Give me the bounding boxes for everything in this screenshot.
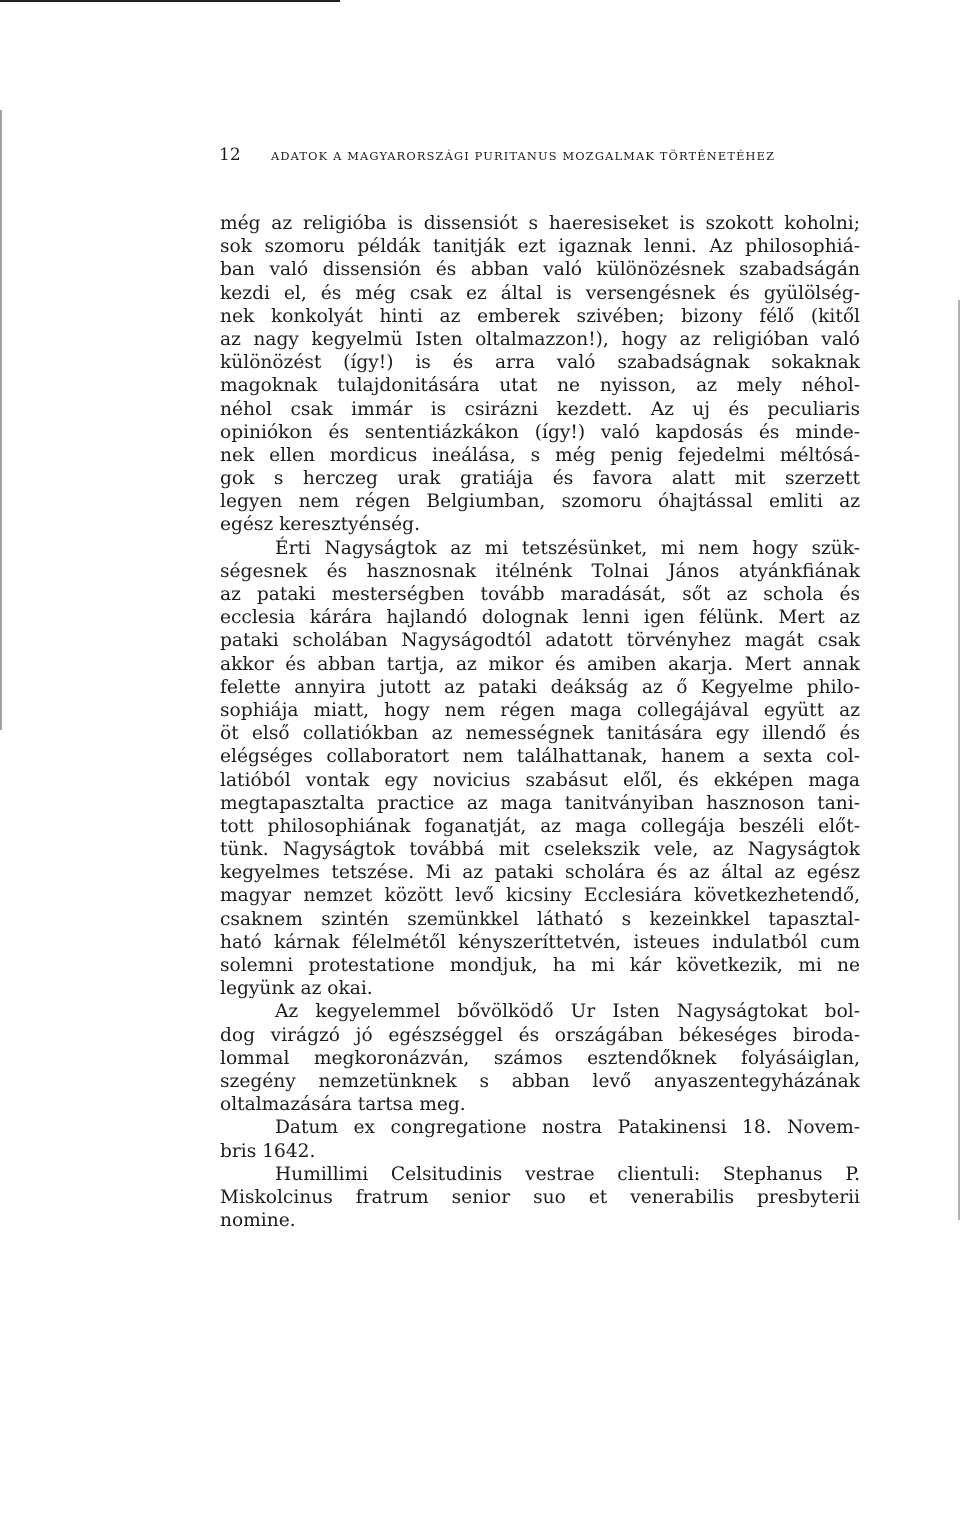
text-line: Datum ex congregatione nostra Patakinensi 18. Novem-	[275, 1117, 860, 1139]
text-line: kegyelmes tetszése. Mi az pataki scholára és az által az egész	[220, 862, 860, 884]
text-line: Az kegyelemmel bővölködő Ur Isten Nagyságtokat bol-	[275, 1001, 860, 1023]
text-line: néhol csak immár is csirázni kezdett. Az uj és peculiaris	[220, 398, 860, 420]
paragraph	[220, 1116, 860, 1162]
top-rule	[0, 0, 340, 2]
text-line: bris 1642.	[220, 1140, 316, 1162]
page-header	[219, 147, 859, 169]
text-line: ségesnek és hasznosnak itélnénk Tolnai János atyánkfiának	[220, 560, 860, 582]
text-line: magoknak tulajdonitására utat ne nyisson, az mely néhol-	[220, 375, 860, 397]
running-title: ADATOK A MAGYARORSZÁGI PURITANUS MOZGALMAK TÖRTÉNETÉHEZ	[271, 149, 776, 163]
body-text	[220, 212, 860, 1232]
text-line: legyünk az okai.	[220, 978, 373, 1000]
text-line: nek ellen mordicus ineálása, s még penig fejedelmi méltósá-	[220, 444, 860, 466]
text-line: sok szomoru példák tanitják ezt igaznak lenni. Az philosophiá-	[220, 236, 860, 258]
text-line: pataki scholában Nagyságodtól adatott törvényhez magát csak	[220, 630, 860, 652]
text-line: egész keresztyénség.	[220, 514, 420, 536]
text-line: magyar nemzet között levő kicsiny Ecclesiára következhetendő,	[220, 885, 860, 907]
text-line: solemni protestatione mondjuk, ha mi kár következik, mi ne	[220, 955, 860, 976]
text-line: latióból vontak egy novicius szabásut elől, és ekképen maga	[220, 769, 860, 791]
text-line: opiniókon és sententiázkákon (így!) való kapdosás és minde-	[220, 421, 860, 443]
text-line: felette annyira jutott az pataki deákság az ő Kegyelme philo-	[220, 676, 860, 698]
text-line: nomine.	[220, 1210, 296, 1232]
text-line: ecclesia kárára hajlandó dolognak lenni igen félünk. Mert az	[220, 607, 860, 629]
text-line: oltalmazására tartsa meg.	[220, 1094, 466, 1116]
page-number: 12	[219, 145, 241, 165]
text-line: tünk. Nagyságtok továbbá mit cselekszik vele, az Nagyságtok	[220, 839, 860, 861]
text-line: dog virágzó jó egészséggel és országában békeséges biroda-	[220, 1024, 860, 1046]
text-line: nek konkolyát hinti az emberek szivében; bizony félő (kitől	[220, 305, 860, 327]
text-line: az pataki mesterségben tovább maradását, sőt az schola és	[220, 584, 860, 605]
text-line: tott philosophiának foganatját, az maga collegája beszéli előt-	[220, 815, 860, 837]
text-line: gok s herczeg urak gratiája és favora alatt mit szerzett	[220, 468, 860, 490]
text-line: kezdi el, és még csak ez által is versengésnek és gyülölség-	[220, 282, 860, 304]
paragraph	[220, 537, 860, 1001]
paragraph	[220, 1163, 860, 1233]
text-line: az nagy kegyelmü Isten oltalmazzon!), hogy az religióban való	[220, 328, 860, 350]
text-line: öt első collatiókban az nemességnek tanitására egy illendő és	[220, 723, 860, 745]
scan-edge-left	[0, 110, 2, 730]
text-line: Miskolcinus fratrum senior suo et venerabilis presbyterii	[220, 1186, 860, 1208]
paragraph	[220, 212, 860, 537]
text-line: különözést (így!) is és arra való szabadságnak sokaknak	[220, 352, 860, 374]
text-line: lommal megkoronázván, számos esztendőknek folyásáiglan,	[220, 1047, 860, 1069]
paragraph	[220, 1000, 860, 1116]
text-line: ban való dissensión és abban való különözésnek szabadságán	[220, 259, 860, 281]
text-line: szegény nemzetünknek s abban levő anyaszentegyházának	[220, 1070, 860, 1092]
text-line: Érti Nagyságtok az mi tetszésünket, mi nem hogy szük-	[275, 537, 860, 559]
text-line: sophiája miatt, hogy nem régen maga collegájával együtt az	[220, 699, 860, 721]
text-line: Humillimi Celsitudinis vestrae clientuli: Stephanus P.	[275, 1163, 860, 1185]
text-line: elégséges collaboratort nem találhattanak, hanem a sexta col-	[220, 746, 860, 768]
text-line: megtapasztalta practice az maga tanitványiban hasznoson tani-	[220, 792, 860, 814]
text-line: legyen nem régen Belgiumban, szomoru óhajtással emliti az	[220, 491, 860, 513]
text-line: akkor és abban tartja, az mikor és amiben akarja. Mert annak	[220, 653, 860, 675]
text-line: még az religióba is dissensiót s haeresiseket is szokott koholni;	[220, 213, 860, 234]
text-line: ható kárnak félelmétől kényszeríttetvén, isteues indulatból cum	[220, 931, 860, 953]
text-line: csaknem szintén szemünkkel látható s kezeinkkel tapasztal-	[220, 908, 860, 930]
